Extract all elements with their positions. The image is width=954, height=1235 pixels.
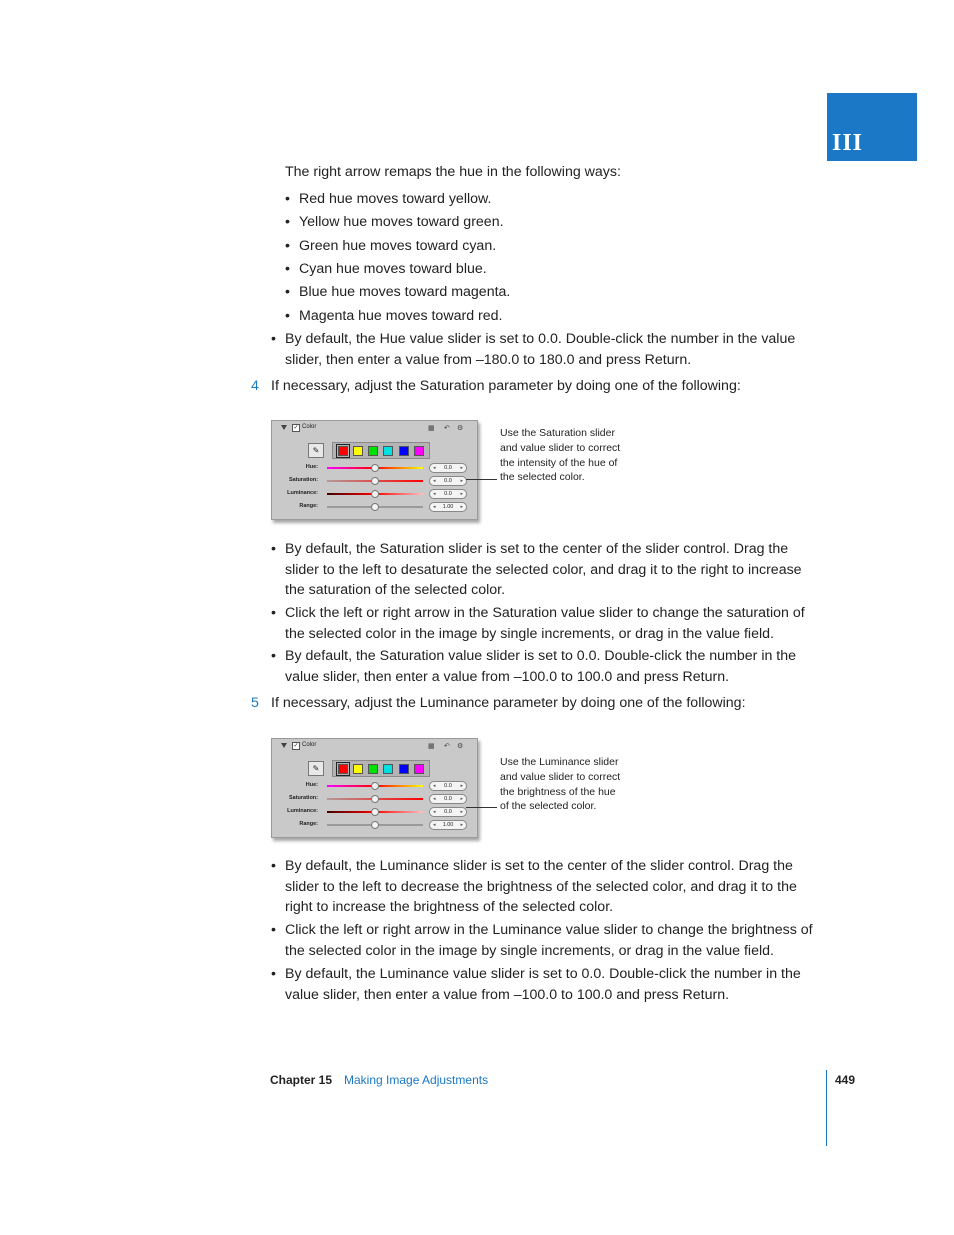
range-slider-knob[interactable] [371,821,379,829]
range-label: Range: [299,503,318,509]
swatch-blue[interactable] [399,446,409,456]
list-item: • Green hue moves toward cyan. [285,238,497,254]
step-number: 5 [251,695,259,711]
step-text: If necessary, adjust the Luminance parameter by doing one of the following: [271,695,746,711]
panel-title: Color [302,742,317,748]
list-item: • Magenta hue moves toward red. [285,308,503,324]
saturation-value-field[interactable]: ◂ 0.0 ▸ [429,794,467,804]
footer-divider [826,1070,827,1146]
list-item: • Yellow hue moves toward green. [285,214,504,230]
color-adjustment-panel [271,420,478,520]
hue-label: Hue: [305,464,318,470]
swatch-green[interactable] [368,764,378,774]
swatch-cyan[interactable] [383,446,393,456]
enable-checkbox[interactable]: ✓ [293,743,299,749]
swatch-cyan[interactable] [383,764,393,774]
part-tab: III [827,93,917,161]
gear-icon[interactable]: ⚙ [457,743,464,750]
callout-leader-line [466,807,497,808]
reset-icon[interactable]: ↶ [444,425,450,432]
saturation-label: Saturation: [288,477,318,483]
swatch-yellow[interactable] [353,764,363,774]
callout-leader-line [466,479,497,480]
footer-chapter: Chapter 15 [270,1073,333,1087]
luminance-label: Luminance: [287,490,318,496]
color-adjustment-panel [271,738,478,838]
swatch-blue[interactable] [399,764,409,774]
intro-text: The right arrow remaps the hue in the following ways: [285,164,621,180]
swatch-magenta[interactable] [414,446,424,456]
step-text: If necessary, adjust the Saturation parameter by doing one of the following: [271,378,741,394]
enable-checkbox[interactable]: ✓ [293,425,299,431]
range-label: Range: [299,821,318,827]
hue-value-field[interactable]: ◂ 0.0 ▸ [429,463,467,473]
reset-icon[interactable]: ↶ [444,743,450,750]
swatch-red[interactable] [338,446,348,456]
saturation-value-field[interactable]: ◂ 0.0 ▸ [429,476,467,486]
saturation-slider-knob[interactable] [371,795,379,803]
swatch-green[interactable] [368,446,378,456]
step-number: 4 [251,378,259,394]
color-swatches [332,442,430,459]
list-item: • By default, the Saturation value slider is set to 0.0. Double-click the number in the value slider, then enter a value from –100.0 to 100.0 and press Return. [271,648,797,685]
swatch-magenta[interactable] [414,764,424,774]
panel-title: Color [302,424,317,430]
list-item: • By default, the Saturation slider is set to the center of the slider control. Drag the slider to the left to desaturate the selected color, and drag it to the right to increase the saturation of the selected color. [271,541,802,598]
swatch-yellow[interactable] [353,446,363,456]
list-item: • Click the left or right arrow in the Saturation value slider to change the saturation of the selected color in the image by single increments, or drag in the value field. [271,605,805,642]
luminance-slider-knob[interactable] [371,808,379,816]
list-item: • Click the left or right arrow in the Luminance value slider to change the brightness of the selected color in the image by single increments, or drag in the value field. [271,922,813,959]
luminance-value-field[interactable]: ◂ 0.0 ▸ [429,807,467,817]
callout-luminance: Use the Luminance slider and value slider to correct the brightness of the hue of the selected color. [500,756,621,813]
hue-slider-knob[interactable] [371,464,379,472]
hue-label: Hue: [305,782,318,788]
callout-saturation: Use the Saturation slider and value slider to correct the intensity of the hue of the selected color. [500,427,621,484]
eyedropper-icon[interactable]: ✎ [308,761,324,776]
swatch-red[interactable] [338,764,348,774]
saturation-label: Saturation: [288,795,318,801]
grid-icon[interactable]: ▦ [428,743,435,750]
luminance-value-field[interactable]: ◂ 0.0 ▸ [429,489,467,499]
range-slider-knob[interactable] [371,503,379,511]
luminance-label: Luminance: [287,808,318,814]
gear-icon[interactable]: ⚙ [457,425,464,432]
saturation-slider-knob[interactable] [371,477,379,485]
page-number: 449 [835,1073,856,1087]
color-swatches [332,760,430,777]
disclosure-triangle-icon[interactable] [281,425,287,430]
list-item: • By default, the Luminance slider is set to the center of the slider control. Drag the slider to the left to decrease the brightness of the selected color, and drag it to the right to increase the brightness of the selected color. [271,858,797,915]
footer-chapter-title[interactable]: Making Image Adjustments [344,1073,489,1087]
disclosure-triangle-icon[interactable] [281,743,287,748]
eyedropper-icon[interactable]: ✎ [308,443,324,458]
hue-value-field[interactable]: ◂ 0.0 ▸ [429,781,467,791]
list-item: • Cyan hue moves toward blue. [285,261,487,277]
panel-header [272,739,477,753]
list-item: • Blue hue moves toward magenta. [285,284,511,300]
list-item: • By default, the Luminance value slider is set to 0.0. Double-click the number in the value slider, then enter a value from –100.0 to 100.0 and press Return. [271,966,801,1003]
list-item: • Red hue moves toward yellow. [285,191,492,207]
range-value-field[interactable]: ◂ 1.00 ▸ [429,502,467,512]
list-item: • By default, the Hue value slider is set to 0.0. Double-click the number in the value slider, then enter a value from –180.0 to 180.0 and press Return. [271,331,796,368]
grid-icon[interactable]: ▦ [428,425,435,432]
range-value-field[interactable]: ◂ 1.00 ▸ [429,820,467,830]
luminance-slider-knob[interactable] [371,490,379,498]
panel-header [272,421,477,435]
hue-slider-knob[interactable] [371,782,379,790]
